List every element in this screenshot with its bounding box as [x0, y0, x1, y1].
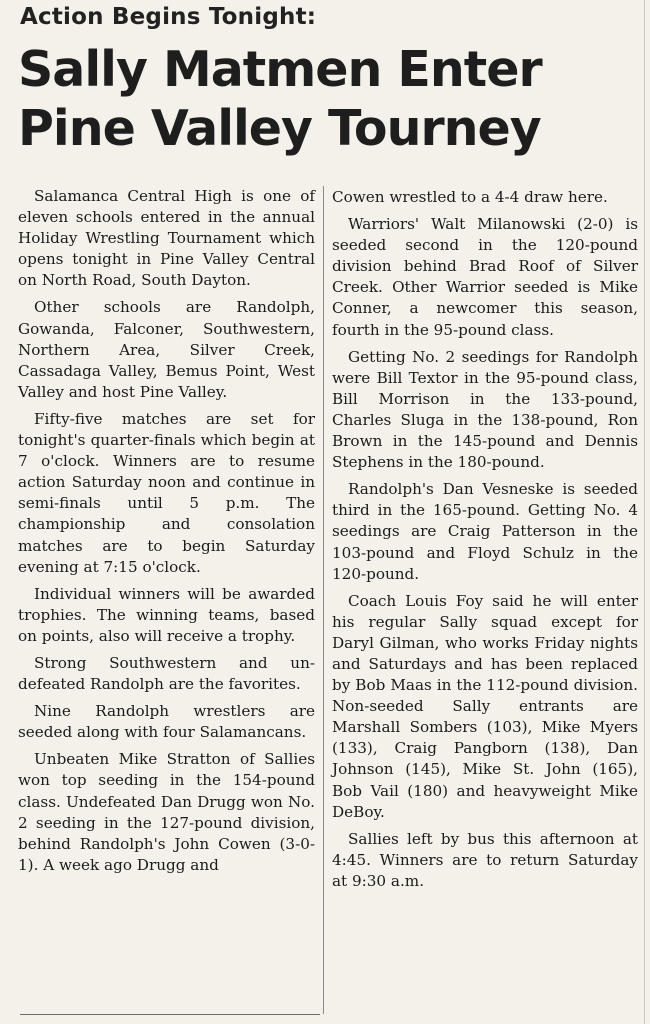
column-divider: [323, 186, 324, 1014]
paragraph: Getting No. 2 seedings for Randolph were Bill Textor in the 95-pound class, Bill Morrison in the 133-pound, Charles Sluga in the 138-pound, Ron Brown in the 145-pound and Dennis Stephens in the 180-pound.: [332, 347, 638, 472]
paragraph: Nine Randolph wrestlers are seeded along with four Salamancans.: [18, 702, 315, 742]
paragraph: Coach Louis Foy said he will enter his regular Sally squad except for Daryl Gilman, who works Friday nights and Saturdays and has been replaced by Bob Maas in the 112-pound division. Non-seeded Sally entrants are Marshall Sombers (103), Mike Myers (133), Craig Pangborn (138), Dan Johnson (145), Mike St. John (165), Bob Vail (180) and heavyweight Mike DeBoy.: [332, 591, 638, 821]
paragraph: Fifty-five matches are set for tonight's quarter-finals which begin at 7 o'clock. Winners are to resume action Saturday noon and continue in semi-finals until 5 p.m. The championship and consolation matches are to begin Saturday evening at 7:15 o'clock.: [18, 409, 315, 576]
kicker-headline: Action Begins Tonight:: [20, 4, 317, 30]
paragraph: Salamanca Central High is one of eleven schools entered in the annual Holiday Wrestling Tournament which opens tonight in Pine Valley Central on North Road, South Dayton.: [18, 187, 315, 290]
right-column: [332, 187, 638, 898]
paragraph: Individual winners will be awarded trophies. The winning teams, based on points, also will receive a trophy.: [18, 584, 315, 645]
headline-line-2: Pine Valley Tourney: [18, 100, 541, 157]
paragraph: Strong Southwestern and undefeated Randolph are the favorites.: [18, 653, 315, 694]
paragraph: Other schools are Randolph, Gowanda, Falconer, Southwestern, Northern Area, Silver Creek, Cassadaga Valley, Bemus Point, West Valley and host Pine Valley.: [18, 298, 315, 401]
paragraph: Sallies left by bus this afternoon at 4:45. Winners are to return Saturday at 9:30 a.m.: [332, 829, 638, 890]
headline-line-1: Sally Matmen Enter: [18, 41, 542, 98]
page-edge-rule: [644, 0, 645, 1024]
paragraph: Randolph's Dan Vesneske is seeded third in the 165-pound. Getting No. 4 seedings are Craig Patterson in the 103-pound and Floyd Schulz in the 120-pound.: [332, 480, 638, 583]
paragraph: Warriors' Walt Milanowski (2-0) is seeded second in the 120-pound division behind Brad Roof of Silver Creek. Other Warrior seeded is Mike Conner, a newcomer this season, fourth in the 95-pound class.: [332, 215, 638, 339]
main-headline: [18, 40, 542, 158]
left-column: [18, 186, 315, 882]
end-rule: [20, 1014, 320, 1015]
paragraph: Unbeaten Mike Stratton of Sallies won top seeding in the 154-pound class. Undefeated Dan Drugg won No. 2 seeding in the 127-pound division, behind Randolph's John Cowen (3-0-1). A week ago Drugg and: [18, 750, 315, 874]
paragraph-continuation: Cowen wrestled to a 4-4 draw here.: [332, 188, 608, 206]
